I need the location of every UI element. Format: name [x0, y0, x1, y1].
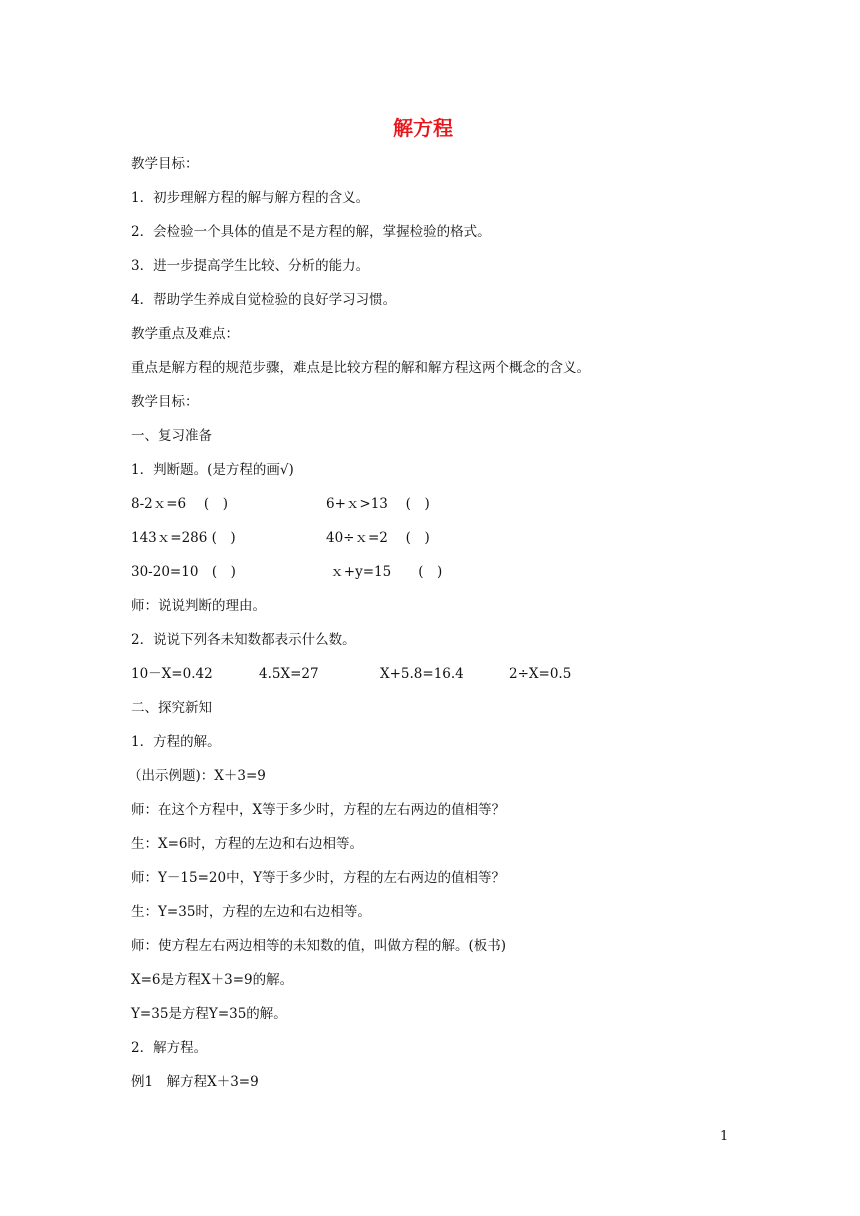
text-line: 师：Y－15=20中，Y等于多少时，方程的左右两边的值相等？ [131, 870, 505, 886]
text-line: 教学重点及难点： [131, 326, 239, 342]
text-line: 2．说说下列各未知数都表示什么数。 [131, 632, 356, 648]
text-line: 生：Y=35时，方程的左边和右边相等。 [131, 904, 371, 920]
text-line: 二、探究新知 [131, 700, 212, 716]
text-line: 2．解方程。 [131, 1040, 208, 1056]
judge-item: 143ｘ=286 ( ) [131, 530, 236, 546]
document-title: 解方程 [393, 116, 453, 140]
equation-item: X+5.8=16.4 [380, 666, 464, 682]
text-line: 例1 解方程X＋3=9 [131, 1074, 259, 1090]
judge-item: 8-2ｘ=6 ( ) [131, 496, 228, 512]
text-line: 3．进一步提高学生比较、分析的能力。 [131, 258, 370, 274]
text-line: 1．判断题。(是方程的画√) [131, 462, 294, 478]
judge-item: 6+ｘ>13 ( ) [326, 496, 430, 512]
text-line: X=6是方程X＋3=9的解。 [131, 972, 294, 988]
page-number: 1 [720, 1129, 729, 1144]
text-line: 一、复习准备 [131, 428, 212, 444]
text-line: 生：X=6时，方程的左边和右边相等。 [131, 836, 364, 852]
judge-item: 30-20=10 ( ) [131, 564, 236, 580]
equation-item: 4.5X=27 [259, 666, 319, 682]
text-line: 2．会检验一个具体的值是不是方程的解，掌握检验的格式。 [131, 224, 491, 240]
text-line: 教学目标： [131, 156, 199, 172]
text-line: 1．初步理解方程的解与解方程的含义。 [131, 190, 370, 206]
judge-item: 40÷ｘ=2 ( ) [326, 530, 430, 546]
text-line: Y=35是方程Y=35的解。 [131, 1006, 287, 1022]
equation-item: 2÷X=0.5 [509, 666, 572, 682]
text-line: （出示例题)：X＋3=9 [128, 768, 266, 784]
text-line: 重点是解方程的规范步骤，难点是比较方程的解和解方程这两个概念的含义。 [131, 360, 590, 376]
judge-item: ｘ+y=15 ( ) [326, 564, 443, 580]
text-line: 师：使方程左右两边相等的未知数的值，叫做方程的解。(板书) [131, 938, 507, 954]
text-line: 师：在这个方程中，X等于多少时，方程的左右两边的值相等？ [131, 802, 506, 818]
text-line: 教学目标： [131, 394, 199, 410]
text-line: 1．方程的解。 [131, 734, 221, 750]
text-line: 4．帮助学生养成自觉检验的良好学习习惯。 [131, 292, 397, 308]
equation-item: 10－X=0.42 [131, 666, 213, 682]
text-line: 师：说说判断的理由。 [131, 598, 266, 614]
